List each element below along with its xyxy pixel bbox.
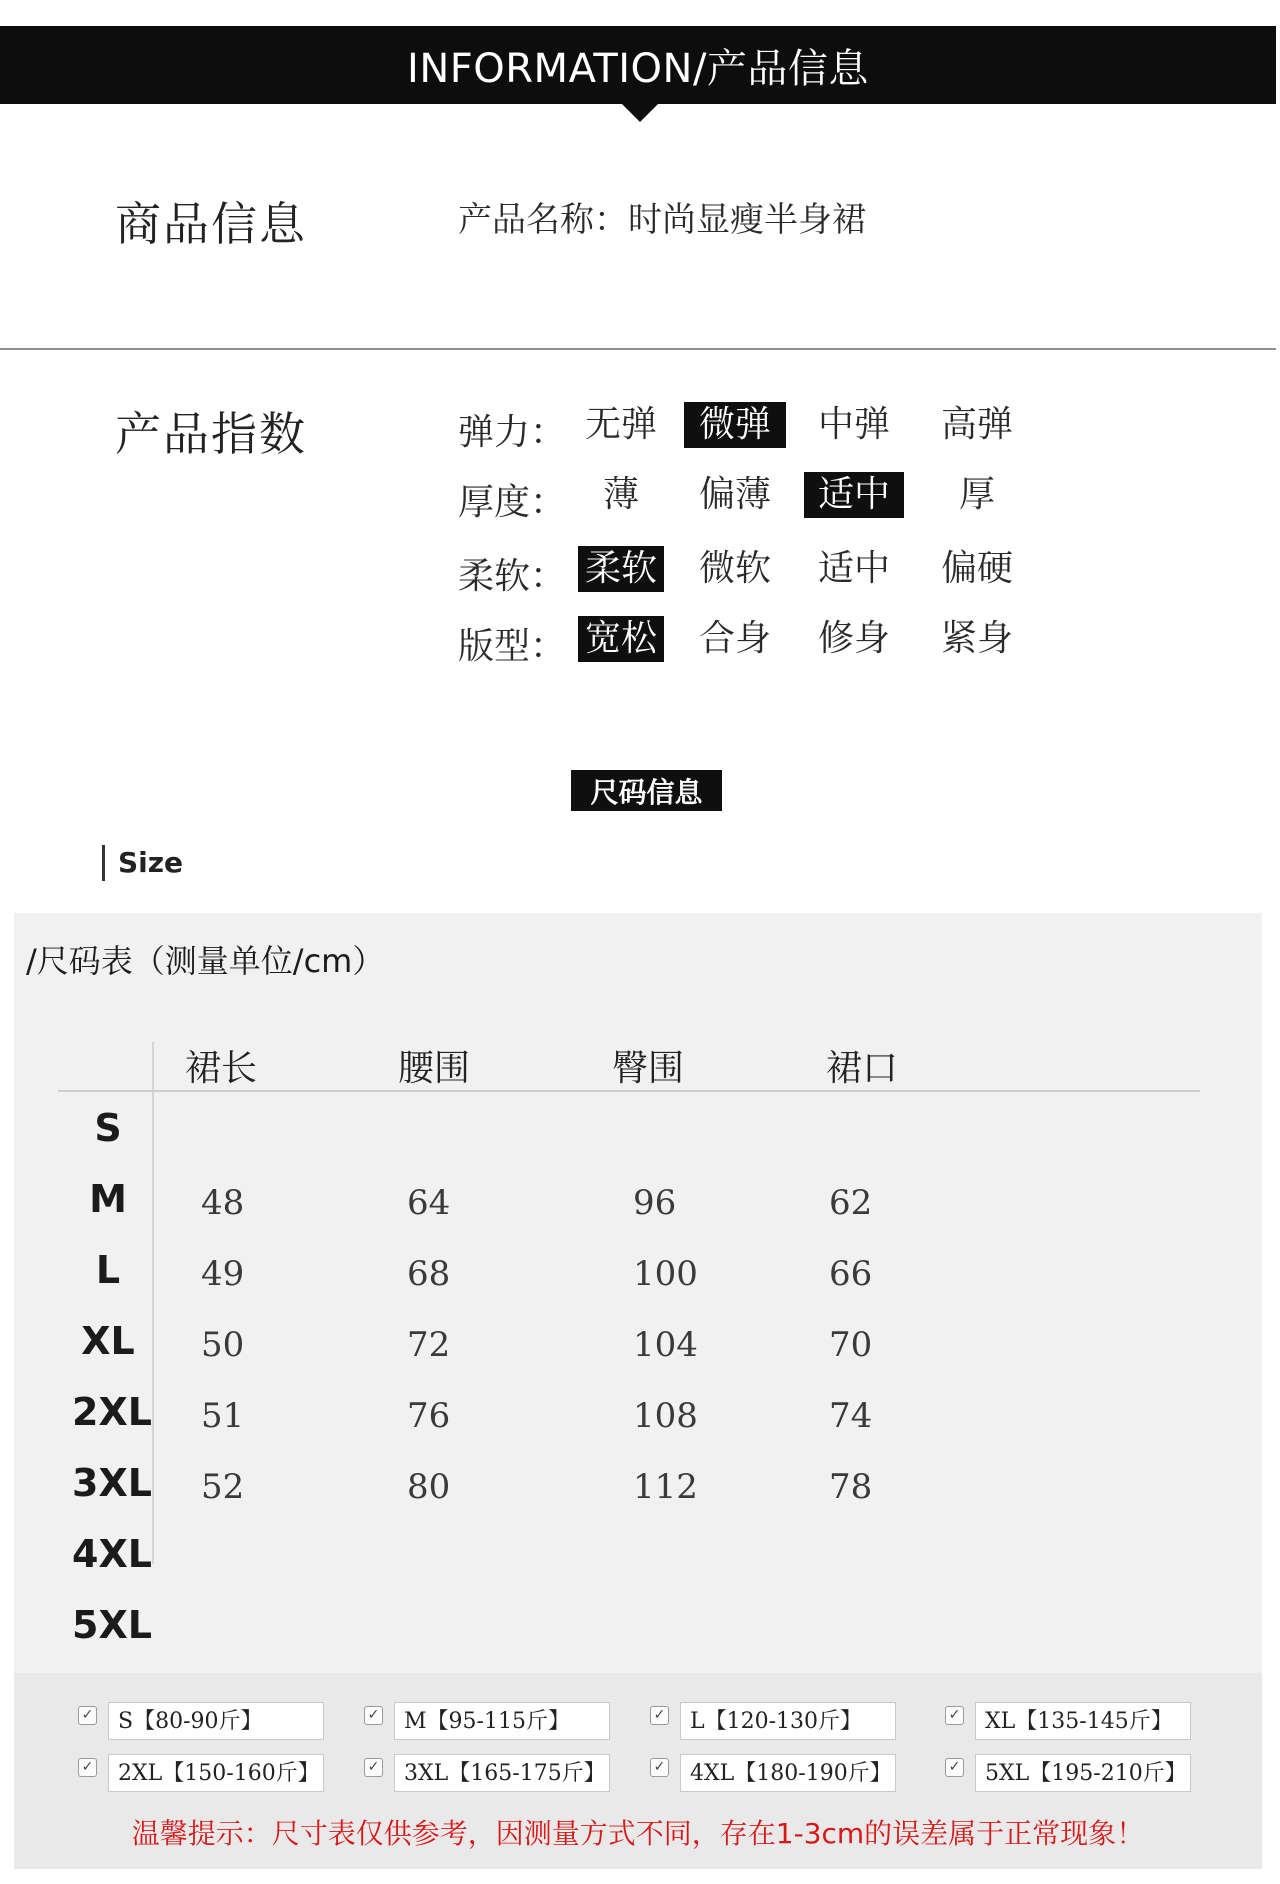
index-row-label: 柔软： [458,556,567,597]
banner-title: INFORMATION/产品信息 [407,45,869,92]
weight-reference-label: 3XL【165-175斤】 [394,1754,610,1792]
size-row-label: 5XL [72,1603,152,1647]
weight-reference-label: 2XL【150-160斤】 [108,1754,324,1792]
index-option: 偏硬 [940,548,1013,589]
weight-reference-label: 4XL【180-190斤】 [680,1754,896,1792]
product-name: 产品名称：时尚显瘦半身裙 [458,200,866,240]
size-row-label: 4XL [72,1532,152,1576]
index-option: 偏薄 [698,474,771,515]
column-header: 臀围 [612,1048,685,1089]
index-option-selected: 适中 [804,472,904,518]
size-cell: 108 [633,1396,698,1436]
index-option-selected: 柔软 [578,546,664,592]
weight-reference-label: M【95-115斤】 [394,1702,610,1740]
size-chart-title: /尺码表（测量单位/cm） [26,942,385,980]
checkbox-icon[interactable]: ✓ [78,1758,97,1777]
size-cell: 112 [633,1467,698,1507]
size-cell: 70 [829,1325,873,1365]
index-option-selected: 宽松 [578,616,664,662]
weight-reference-item [364,1702,614,1742]
size-row-label: L [95,1248,121,1292]
checkbox-icon[interactable]: ✓ [364,1706,383,1725]
size-cell: 49 [201,1254,245,1294]
size-cell: 51 [201,1396,245,1436]
size-cell: 72 [407,1325,451,1365]
checkbox-icon[interactable]: ✓ [650,1758,669,1777]
size-cell: 100 [633,1254,698,1294]
weight-reference-item [945,1702,1195,1742]
index-option: 适中 [817,548,890,589]
index-option: 高弹 [940,404,1013,445]
size-cell: 96 [633,1183,677,1223]
index-option: 无弹 [584,404,657,445]
size-cell: 68 [407,1254,451,1294]
section-divider [0,348,1276,350]
size-row-label: M [89,1177,127,1221]
checkbox-icon[interactable]: ✓ [945,1706,964,1725]
size-cell: 74 [829,1396,873,1436]
weight-reference-item [945,1754,1195,1794]
size-note: 温馨提示：尺寸表仅供参考，因测量方式不同，存在1-3cm的误差属于正常现象！ [131,1817,1145,1850]
index-option: 薄 [602,474,639,515]
size-cell: 64 [407,1183,451,1223]
product-info-heading: 商品信息 [115,197,307,251]
banner-notch [622,104,658,122]
size-row-label: S [94,1106,122,1150]
index-option: 紧身 [940,618,1013,659]
index-option: 合身 [698,618,771,659]
weight-reference-label: 5XL【195-210斤】 [975,1754,1191,1792]
index-row [458,546,1158,597]
weight-reference-label: S【80-90斤】 [108,1702,324,1740]
size-cell: 104 [633,1325,698,1365]
index-option: 微软 [698,548,771,589]
product-index-heading: 产品指数 [115,407,307,461]
size-cell: 76 [407,1396,451,1436]
size-cell: 52 [201,1467,245,1507]
column-header: 裙长 [185,1048,258,1089]
index-option: 中弹 [817,404,890,445]
weight-reference-label: L【120-130斤】 [680,1702,896,1740]
size-label: Size [102,845,183,881]
size-cell: 48 [201,1183,245,1223]
index-option-selected: 微弹 [684,402,786,448]
index-row-label: 版型： [458,626,567,667]
column-header: 腰围 [398,1048,471,1089]
column-header: 裙口 [826,1048,899,1089]
weight-reference-item [78,1702,328,1742]
checkbox-icon[interactable]: ✓ [364,1758,383,1777]
index-option: 修身 [817,618,890,659]
weight-reference-item [650,1702,900,1742]
weight-reference-label: XL【135-145斤】 [975,1702,1191,1740]
index-row [458,472,1158,523]
size-cell: 78 [829,1467,873,1507]
index-row [458,402,1158,453]
weight-reference-item [78,1754,328,1794]
size-row-label: 3XL [72,1461,152,1505]
weight-reference-item [364,1754,614,1794]
size-cell: 50 [201,1325,245,1365]
info-banner [0,26,1276,104]
size-row-label: XL [81,1319,135,1363]
size-cell: 66 [829,1254,873,1294]
index-option: 厚 [958,474,995,515]
checkbox-icon[interactable]: ✓ [650,1706,669,1725]
size-cell: 62 [829,1183,873,1223]
size-row-label: 2XL [72,1390,152,1434]
weight-reference-item [650,1754,900,1794]
index-row-label: 弹力： [458,412,567,453]
checkbox-icon[interactable]: ✓ [945,1758,964,1777]
checkbox-icon[interactable]: ✓ [78,1706,97,1725]
index-row [458,616,1158,667]
index-row-label: 厚度： [458,482,567,523]
size-info-badge: 尺码信息 [571,770,722,811]
size-cell: 80 [407,1467,451,1507]
size-chart-vertical-line [152,1042,154,1564]
